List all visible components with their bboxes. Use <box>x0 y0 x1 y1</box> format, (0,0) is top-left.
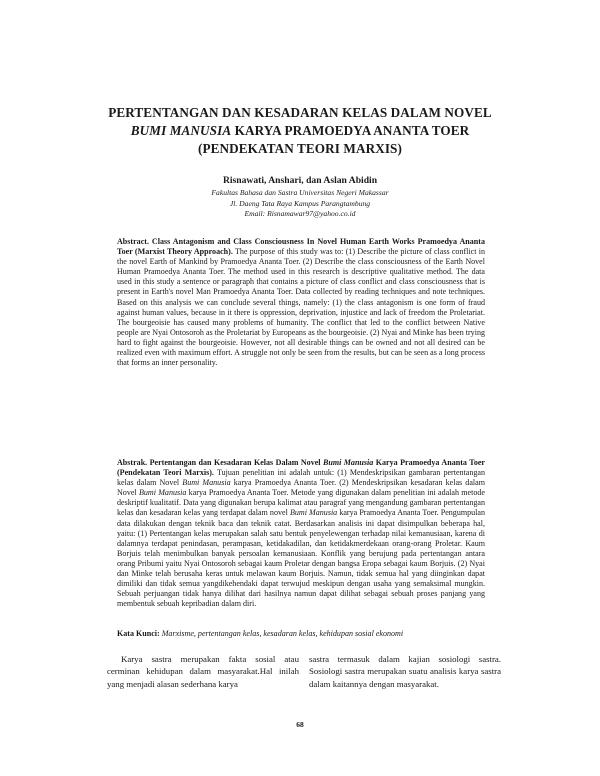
body-column-right: sastra termasuk dalam kajian sosiologi sastra. Sosiologi sastra merupakan suatu analisis karya sastra dalam kaitannya dengan masyarakat. <box>309 654 501 689</box>
title-novel-name: BUMI MANUSIA <box>130 123 232 138</box>
body-column-left <box>107 653 299 690</box>
page-number: 68 <box>296 720 304 729</box>
author-affiliation <box>100 188 500 220</box>
abstract-english-body: The purpose of this study was to: (1) Describe the picture of class conflict in the novel Earth of Mankind by Pramoedya Ananta Toer. (2) Describe the class consciousness of the Earth Novel Human Pramoedya Ananta Toer. The method used in this research is descriptive qualitative method. The data used in this study a sentence or paragraph that contains a picture of class conflict and class consciousness that is present in Earth's novel Man Pramoedya Ananta Toer. Data collected by reading techniques and note techniques. Based on this analysis we can conclude several things, namely: (1) the class antagonism is one form of fraud against human values, because in it there is oppression, deprivation, injustice and lack of freedom the Proletariat. The bourgeoisie has caused many problems of humanity. The conflict that led to the conflict between Native people are Nyai Ontosoroh as the Proletariat by Europeans as the bourgeoisie. (2) Nyai and Minke has been trying hard to fight against the bourgeoisie. However, not all desirable things can be owned and not all desired can be realized even with maximum effort. A struggle not only be seen from the results, but can be seen as a long process that forms an inner personality. <box>117 247 485 368</box>
abstract-body-part-2: karya Pramoedya Ananta Toer. (2) Mendeskripsikan kesadaran kelas dalam Novel <box>117 478 485 498</box>
abstract-english <box>117 237 485 368</box>
abstract-lead-novel: Bumi Manusia <box>322 458 374 467</box>
abstract-indonesian <box>117 458 485 609</box>
body-column-left-text: Karya sastra merupakan fakta sosial atau cerminan kehidupan dalam masyarakat.Hal inilah yang menjadi alasan sederhana karya <box>107 654 299 689</box>
author-list: Risnawati, Anshari, dan Aslan Abidin <box>222 175 378 186</box>
keywords-text: Marxisme, pertentangan kelas, kesadaran kelas, kehidupan sosial ekonomi <box>161 629 404 638</box>
keywords-label: Kata Kunci: <box>117 629 162 638</box>
affiliation-email: Email: Risnamawar97@yahoo.co.id <box>244 209 356 218</box>
abstract-novel-ref-2: Bumi Manusia <box>138 488 187 498</box>
paper-title <box>80 104 520 158</box>
abstract-novel-ref-3: Bumi Manusia <box>289 508 338 518</box>
keywords <box>117 629 485 640</box>
title-line-3: (PENDEKATAN TEORI MARXIS) <box>198 141 402 156</box>
abstract-english-lead: Abstract. Class Antagonism and Class Consciousness In Novel Human Earth Works Pramoedya Ananta Toer (Marxist Theory Approach). <box>117 237 485 257</box>
abstract-novel-ref-1: Bumi Manusia <box>182 478 231 488</box>
abstract-label: Abstrak <box>117 458 146 467</box>
abstract-lead-rest: Karya Pramoedya Ananta Toer (Pendekatan Teori Marxis). <box>117 458 485 478</box>
title-line-2 <box>80 122 520 140</box>
abstract-body-part-3: karya Pramoedya Ananta Toer. Metode yang digunakan dalam penelitian ini adalah metode deskriptif kualitatif. Data yang digunakan berupa kalimat atau paragraf yang mengandung gambaran pertentangan kelas dan kesadaran kelas yang terdapat dalam novel <box>117 488 485 518</box>
title-line-1: PERTENTANGAN DAN KESADARAN KELAS DALAM NOVEL <box>108 105 492 120</box>
abstract-body-part-1: Tujuan penelitian ini adalah untuk: (1) Mendeskripsikan gambaran pertentangan kelas dalam Novel <box>117 468 486 488</box>
abstract-lead-text: . Pertentangan dan Kesadaran Kelas Dalam Novel <box>145 458 323 467</box>
affiliation-line: Fakultas Bahasa dan Sastra Universitas Negeri Makassar <box>211 188 389 197</box>
abstract-body-part-4: karya Pramoedya Ananta Toer. Pengumpulan data dilakukan dengan teknik baca dan teknik catat. Berdasarkan analisis ini dapat disimpulkan beberapa hal, yaitu: (1) Pertentangan kelas merupakan salah satu bentuk penyelewengan terhadap nilai kemanusiaan, karena di dalamnya terdapat penindasan, perampasan, ketidakadilan, dan ketidakmerdekaan orang-orang Proletar. Kaum Borjuis telah menimbulkan banyak persoalan kemanusiaan. Konflik yang berujung pada pertentangan antara orang Pribumi yaitu Nyai Ontosoroh sebagai kaum Proletar dengan bangsa Eropa sebagai kaum Borjuis. (2) Nyai dan Minke telah berusaha keras untuk melawan kaum Borjuis. Namun, tidak semua hal yang diinginkan dapat dimiliki dan tidak semua yangdikehendaki dapat terwujud meskipun dengan usaha yang semaksimal mungkin. Sebuah perjuangan tidak hanya dilihat dari hasilnya namun dapat dilihat sebagai sebuah proses panjang yang membentuk sebuah kepribadian dalam diri. <box>117 508 485 609</box>
title-line-2-rest: KARYA PRAMOEDYA ANANTA TOER <box>231 123 470 138</box>
affiliation-address: Jl. Daeng Tata Raya Kampus Parangtambung <box>229 198 371 208</box>
